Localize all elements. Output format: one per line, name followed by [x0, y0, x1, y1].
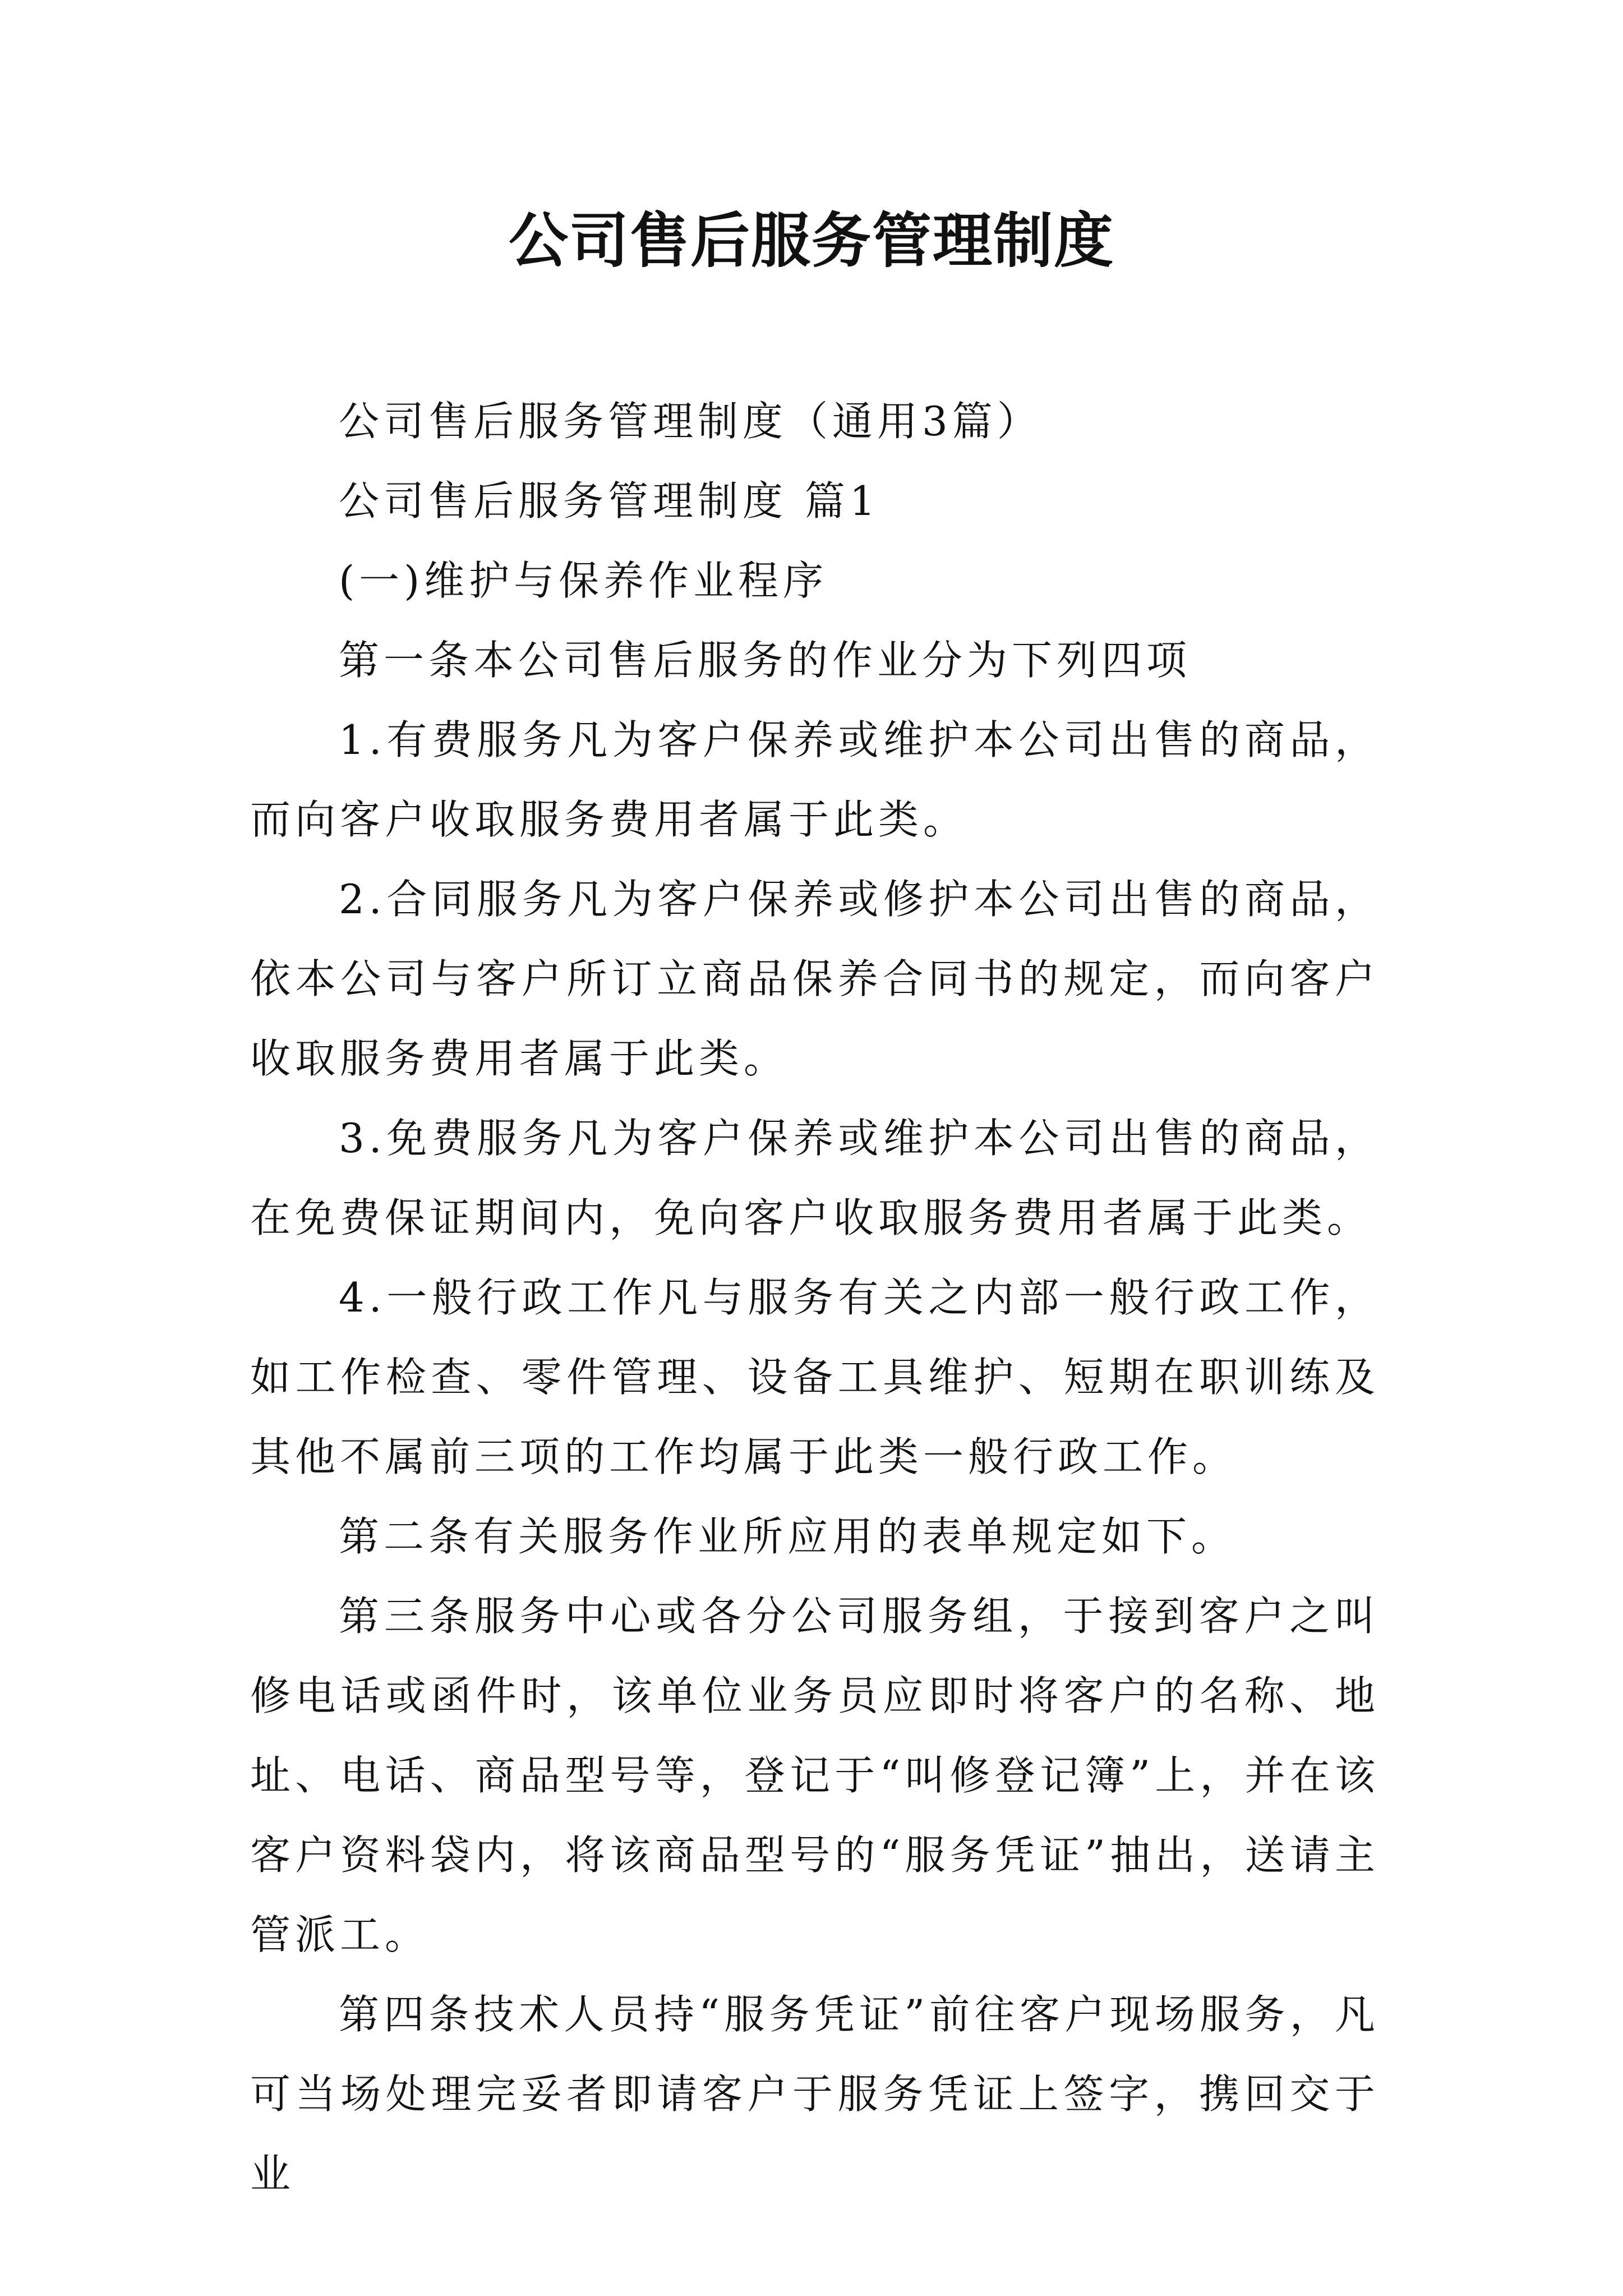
paragraph-item-3: 3.免费服务凡为客户保养或维护本公司出售的商品，在免费保证期间内，免向客户收取服务费用者属于此类。 [250, 1115, 1380, 1241]
paragraph-item-2: 2.合同服务凡为客户保养或修护本公司出售的商品，依本公司与客户所订立商品保养合同书的规定，而向客户收取服务费用者属于此类。 [250, 876, 1380, 1082]
paragraph-article-1: 第一条本公司售后服务的作业分为下列四项 [339, 637, 1192, 684]
paragraph-heading-part-1: 公司售后服务管理制度 篇1 [339, 477, 880, 524]
paragraph-article-3: 第三条服务中心或各分公司服务组，于接到客户之叫修电话或函件时，该单位业务员应即时将客户的名称、地址、电话、商品型号等，登记于“叫修登记簿”上，并在该客户资料袋内，将该商品型号的“服务凭证”抽出，送请主管派工。 [250, 1593, 1380, 1958]
paragraph-item-1: 1.有费服务凡为客户保养或维护本公司出售的商品，而向客户收取服务费用者属于此类。 [250, 716, 1380, 843]
paragraph-section-1: (一)维护与保养作业程序 [339, 557, 828, 604]
paragraph-item-4: 4.一般行政工作凡与服务有关之内部一般行政工作，如工作检查、零件管理、设备工具维护、短期在职训练及其他不属前三项的工作均属于此类一般行政工作。 [250, 1274, 1380, 1480]
paragraph-heading-general: 公司售后服务管理制度（通用3篇） [339, 398, 1042, 445]
document-body [250, 381, 1380, 2214]
paragraph-article-2: 第二条有关服务作业所应用的表单规定如下。 [339, 1513, 1237, 1560]
document-title: 公司售后服务管理制度 [509, 206, 1114, 275]
paragraph-article-4: 第四条技术人员持“服务凭证”前往客户现场服务，凡可当场处理完妥者即请客户于服务凭证上签字，携回交于业 [250, 1991, 1380, 2197]
